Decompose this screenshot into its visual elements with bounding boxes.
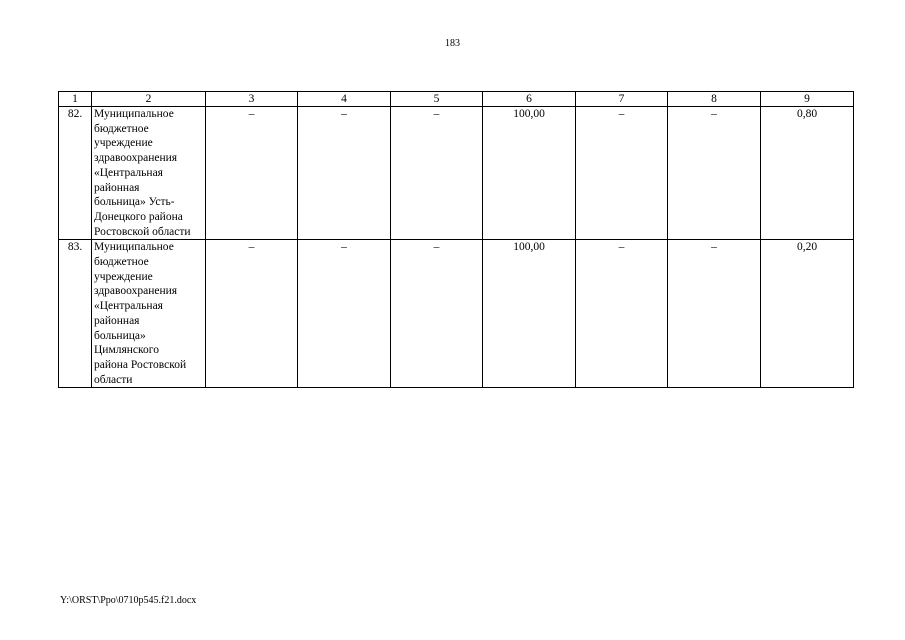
cell-col7: – bbox=[576, 107, 668, 240]
name-line: района Ростовской bbox=[94, 358, 187, 371]
cell-col3: – bbox=[206, 240, 298, 388]
column-header: 6 bbox=[483, 92, 576, 107]
column-header: 8 bbox=[668, 92, 761, 107]
name-line: Ростовской области bbox=[94, 225, 191, 238]
name-line: области bbox=[94, 373, 133, 386]
name-line: бюджетное bbox=[94, 256, 149, 269]
name-line: Муниципальное bbox=[94, 241, 174, 254]
name-line: районная bbox=[94, 314, 140, 327]
page-number: 183 bbox=[445, 38, 460, 49]
cell-col4: – bbox=[298, 240, 391, 388]
name-line: здравоохранения bbox=[94, 285, 178, 298]
column-header: 2 bbox=[92, 92, 206, 107]
name-line: учреждение bbox=[94, 137, 153, 150]
cell-col8: – bbox=[668, 240, 761, 388]
table-row bbox=[59, 107, 854, 240]
cell-col6: 100,00 bbox=[483, 107, 576, 240]
row-number: 83. bbox=[59, 240, 92, 388]
column-header: 7 bbox=[576, 92, 668, 107]
name-line: Муниципальное bbox=[94, 108, 174, 120]
data-table bbox=[58, 91, 854, 388]
cell-col4: – bbox=[298, 107, 391, 240]
cell-col9: 0,20 bbox=[761, 240, 854, 388]
name-line: бюджетное bbox=[94, 122, 149, 135]
name-line: учреждение bbox=[94, 270, 153, 283]
name-line: больница» Усть- bbox=[94, 196, 175, 209]
name-line: Донецкого района bbox=[94, 210, 183, 223]
name-line: Цимлянского bbox=[94, 344, 159, 357]
cell-col3: – bbox=[206, 107, 298, 240]
name-line: районная bbox=[94, 181, 140, 194]
name-line: больница» bbox=[94, 329, 146, 342]
name-line: «Центральная bbox=[94, 300, 163, 313]
cell-col6: 100,00 bbox=[483, 240, 576, 388]
column-header: 3 bbox=[206, 92, 298, 107]
column-header: 9 bbox=[761, 92, 854, 107]
cell-col8: – bbox=[668, 107, 761, 240]
column-header: 4 bbox=[298, 92, 391, 107]
table-row bbox=[59, 240, 854, 388]
institution-name bbox=[92, 240, 206, 388]
cell-col7: – bbox=[576, 240, 668, 388]
row-number: 82. bbox=[59, 107, 92, 240]
footer-file-path: Y:\ORST\Ppo\0710p545.f21.docx bbox=[60, 595, 197, 606]
name-line: здравоохранения bbox=[94, 152, 178, 165]
column-header: 1 bbox=[59, 92, 92, 107]
institution-name bbox=[92, 107, 206, 240]
cell-col9: 0,80 bbox=[761, 107, 854, 240]
header-row bbox=[59, 92, 854, 107]
name-line: «Центральная bbox=[94, 166, 163, 179]
cell-col5: – bbox=[391, 107, 483, 240]
cell-col5: – bbox=[391, 240, 483, 388]
column-header: 5 bbox=[391, 92, 483, 107]
